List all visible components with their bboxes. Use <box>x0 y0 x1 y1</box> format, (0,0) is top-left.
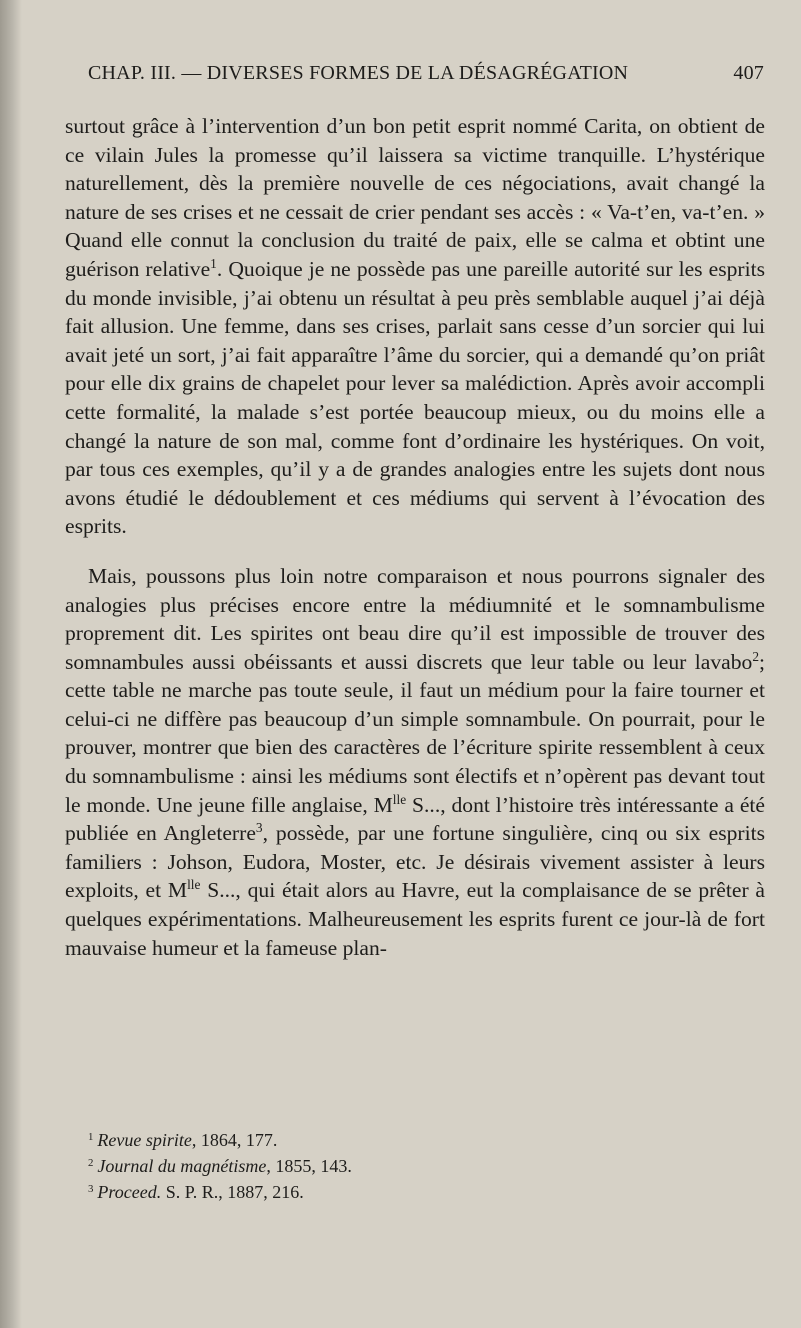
text-run: S..., dont l’histoire très intéressante a été publiée en Angleterre <box>65 792 765 846</box>
footnote-marker: 2 <box>88 1156 94 1169</box>
text-run: Mais, poussons plus loin notre comparaison et nous pourrons signaler des analogies plus précises encore entre la médiumnité et le somnambulisme proprement dit. Les spirites ont beau dire qu’il est impossible de trouver des somnambules aussi obéissants et aussi discrets que leur table ou leur lavabo <box>65 563 765 674</box>
footnote-3 <box>88 1179 748 1205</box>
footnote-source-title: Journal du magnétisme <box>97 1156 267 1176</box>
footnote-1 <box>88 1127 748 1153</box>
footnote-marker: 1 <box>88 1130 94 1143</box>
footnote-source-title: Revue spirite <box>97 1130 192 1150</box>
page-gutter-shadow <box>0 0 22 1328</box>
footnote-ref-1: 1 <box>210 256 217 272</box>
text-run: , possède, par une fortune singulière, cinq ou six esprits familiers : Johson, Eudora, Moster, etc. Je désirais vivement assister à leurs exploits, et M <box>65 821 765 903</box>
abbrev-superscript: lle <box>392 791 407 807</box>
text-run: S..., qui était alors au Havre, eut la complaisance de se prêter à quelques expérimentations. Malheureusement les esprits furent ce jour-là de fort mauvaise humeur et la fameuse plan- <box>65 878 766 960</box>
book-page <box>58 62 770 1312</box>
footnotes <box>88 1127 748 1205</box>
paragraph-1 <box>65 112 765 541</box>
running-head <box>58 62 770 92</box>
body-text <box>65 112 765 962</box>
abbrev-superscript: lle <box>187 877 201 893</box>
page-number: 407 <box>733 62 764 84</box>
text-run: . Quoique je ne possède pas une pareille autorité sur les esprits du monde invisible, j’ai obtenu un résultat à peu près semblable auquel j’ai déjà fait allusion. Une femme, dans ses crises, parlait sans cesse d’un sorcier qui lui avait jeté un sort, j’ai fait apparaître l’âme du sorcier, qui a demandé qu’on priât pour elle dix grains de chapelet pour lever sa malédiction. Après avoir accompli cette formalité, la malade s’est portée beaucoup mieux, ou du moins elle a changé la nature de son mal, comme font d’ordinaire les hystériques. On voit, par tous ces exemples, qu’il y a de grandes analogies entre les sujets dont nous avons étudié le dédoublement et ces médiums qui servent à l’évocation des esprits. <box>65 256 765 539</box>
chapter-heading: CHAP. III. — DIVERSES FORMES DE LA DÉSAGRÉGATION <box>88 62 629 84</box>
text-run: surtout grâce à l’intervention d’un bon petit esprit nommé Carita, on obtient de ce vilain Jules la promesse qu’il laissera sa victime tranquille. L’hystérique naturellement, dès la première nouvelle de ces négociations, avait changé la nature de ses crises et ne cessait de crier pendant ses accès : « Va-t’en, va-t’en. » Quand elle connut la conclusion du traité de paix, elle se calma et obtint une guérison relative <box>65 114 765 281</box>
footnote-citation: , 1864, 177. <box>191 1130 278 1150</box>
footnote-ref-2: 2 <box>752 648 759 664</box>
footnote-citation: S. P. R., 1887, 216. <box>161 1182 304 1202</box>
footnote-2 <box>88 1153 748 1179</box>
text-run: ; cette table ne marche pas toute seule, il faut un médium pour la faire tourner et celui-ci ne diffère pas beaucoup d’un simple somnambule. On pourrait, pour le prouver, montrer que bien des caractères de l’écriture spirite ressemblent à ceux du somnambulisme : ainsi les médiums sont électifs et n’opèrent pas devant tout le monde. Une jeune fille anglaise, M <box>65 649 765 817</box>
footnote-marker: 3 <box>88 1182 94 1195</box>
footnote-source-title: Proceed. <box>97 1182 162 1202</box>
paragraph-2 <box>65 562 765 962</box>
footnote-citation: , 1855, 143. <box>266 1156 352 1176</box>
footnote-ref-3: 3 <box>255 820 263 836</box>
